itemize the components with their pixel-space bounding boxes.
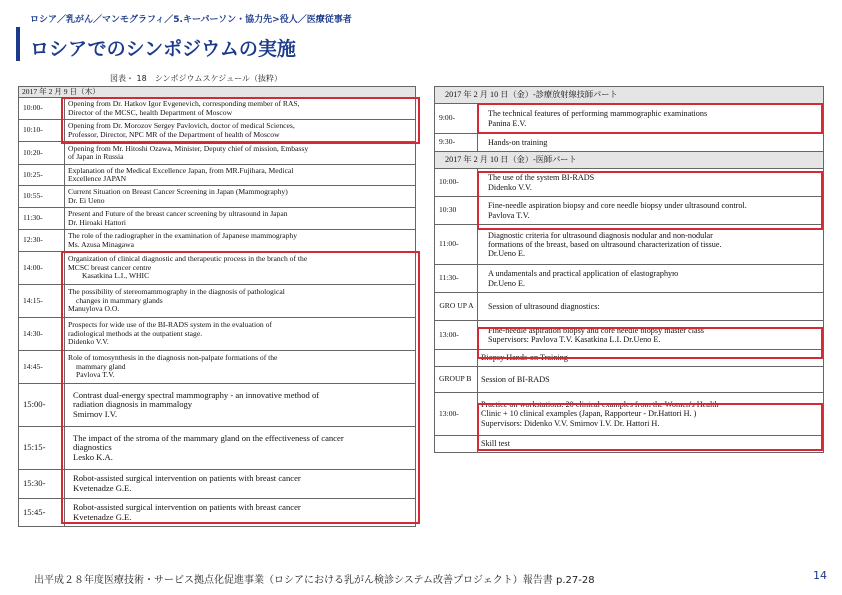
time-cell: 11:00-	[435, 225, 478, 265]
session-line: Didenko V.V.	[488, 182, 532, 192]
table-row	[19, 285, 416, 318]
session-line: Organization of clinical diagnostic and therapeutic process in the branch of the	[68, 254, 308, 264]
session-cell	[65, 252, 416, 285]
table-row	[19, 384, 416, 427]
session-cell	[478, 321, 824, 350]
session-line: Didenko V.V.	[68, 337, 109, 347]
session-line: Practice on workstations. 20 clinical examples from the Women's Health	[481, 400, 719, 410]
session-cell: Hands-on training	[478, 134, 824, 152]
session-line: Kvetenadze G.E.	[73, 511, 132, 522]
table-row	[19, 98, 416, 120]
session-cell	[65, 470, 416, 499]
time-cell: 9:30-	[435, 134, 478, 152]
session-line: mammary gland	[76, 361, 126, 371]
time-cell: 10:30	[435, 197, 478, 225]
time-cell: 10:00-	[19, 98, 65, 120]
date-row	[435, 152, 824, 169]
session-line: Supervisors: Pavlova T.V. Kasatkina L.I. Dr.Ueno E.	[488, 335, 661, 344]
table-row	[19, 470, 416, 499]
session-line: formations of the breast, based on ultrasound characterization of tissue.	[488, 239, 722, 249]
time-cell	[435, 436, 478, 453]
table-row	[19, 351, 416, 384]
session-line: Manuylova O.O.	[68, 304, 120, 314]
session-cell	[65, 208, 416, 230]
session-line: Supervisors: Didenko V.V. Smirnov I.V. Dr. Hattori H.	[481, 418, 660, 428]
table-row	[19, 120, 416, 142]
session-line: Diagnostic criteria for ultrasound diagnosis nodular and non-nodular	[488, 230, 713, 240]
session-line: Dr.Ueno E.	[488, 278, 526, 288]
table-row	[435, 350, 824, 367]
time-cell: 14:00-	[19, 252, 65, 285]
session-cell	[65, 351, 416, 384]
session-cell	[65, 230, 416, 252]
table-row	[435, 104, 824, 134]
time-cell: 12:30-	[19, 230, 65, 252]
session-line: Prospects for wide use of the BI-RADS system in the evaluation of	[68, 320, 272, 330]
session-line: changes in mammary glands	[76, 295, 163, 305]
session-line: The possibility of stereomammography in the diagnosis of pathological	[68, 287, 285, 297]
session-line: Fine-needle aspiration biopsy and core needle biopsy master class	[488, 325, 704, 335]
time-cell: 9:00-	[435, 104, 478, 134]
session-cell	[65, 120, 416, 142]
session-line: Director of the MCSC, health Department of Moscow	[68, 107, 233, 117]
session-line: Clinic + 10 clinical examples (Japan, Rapporteur - Dr.Hattori H. )	[481, 409, 697, 419]
session-line: A undamentals and practical application of elastographyю	[488, 269, 679, 279]
time-cell: 14:15-	[19, 285, 65, 318]
session-line: Opening from Dr. Hatkov Igor Evgenevich, corresponding member of RAS,	[68, 99, 300, 108]
table-row	[19, 252, 416, 285]
session-cell	[65, 318, 416, 351]
time-cell: 11:30-	[19, 208, 65, 230]
session-cell	[65, 98, 416, 120]
time-cell: 15:45-	[19, 499, 65, 527]
session-cell	[65, 285, 416, 318]
title-accent-bar	[16, 27, 20, 61]
session-line: Present and Future of the breast cancer screening by ultrasound in Japan	[68, 209, 288, 218]
table-row	[19, 142, 416, 165]
table-row	[435, 321, 824, 350]
table-row	[19, 318, 416, 351]
date-cell: 2017 年 2 月 9 日（木）	[19, 87, 416, 98]
session-cell	[65, 499, 416, 527]
table-row	[435, 436, 824, 453]
table-row	[19, 427, 416, 470]
session-line: of Japan in Russia	[68, 152, 124, 161]
table-row	[435, 293, 824, 321]
session-cell: Biopsy Hands-on Training	[478, 350, 824, 367]
session-line: Opening from Mr. Hitoshi Ozawa, Minister, Deputy chief of mission, Embassy	[68, 143, 309, 153]
session-line: Panina E.V.	[488, 118, 527, 128]
session-cell: Skill test	[478, 436, 824, 453]
time-cell	[435, 350, 478, 367]
date-row	[19, 87, 416, 98]
time-cell: GROUP B	[435, 367, 478, 393]
page-number: 14	[813, 569, 827, 582]
table-row	[435, 225, 824, 265]
session-line: Kasatkina L.I., WHIC	[82, 271, 150, 281]
time-cell: 15:15-	[19, 427, 65, 470]
session-line: Role of tomosynthesis in the diagnosis non-palpate formations of the	[68, 353, 278, 363]
session-line: The technical features of performing mammographic examinations	[488, 109, 708, 119]
session-line: Fine-needle aspiration biopsy and core needle biopsy under ultrasound control.	[488, 201, 747, 211]
time-cell: 10:10-	[19, 120, 65, 142]
session-cell: Session of ultrasound diagnostics:	[478, 293, 824, 321]
table-row	[435, 197, 824, 225]
session-cell	[65, 165, 416, 186]
session-cell	[478, 197, 824, 225]
time-cell: 10:20-	[19, 142, 65, 165]
table-row	[435, 265, 824, 293]
table-row	[435, 134, 824, 152]
table-row	[435, 169, 824, 197]
session-line: Smirnov I.V.	[73, 408, 118, 419]
source-citation: 出平成２８年度医療技術・サービス拠点化促進事業（ロシアにおける乳がん検診システム改善プロジェクト）報告書 p.27-28	[34, 575, 595, 586]
session-line: diagnostics	[73, 442, 112, 453]
table-row	[19, 186, 416, 208]
session-line: Robot-assisted surgical intervention on patients with breast cancer	[73, 501, 301, 512]
session-cell	[65, 142, 416, 165]
session-line: Current Situation on Breast Cancer Screening in Japan (Mammography)	[68, 187, 288, 196]
page-title: ロシアでのシンポジウムの実施	[30, 38, 296, 60]
time-cell: 13:00-	[435, 321, 478, 350]
session-line: Excellence JAPAN	[68, 174, 127, 183]
session-line: Opening from Dr. Morozov Sergey Pavlovich, doctor of medical Sciences,	[68, 121, 295, 130]
date-row	[435, 87, 824, 104]
session-line: Professor, Director, NPC MR of the Department of health of Moscow	[68, 129, 280, 139]
table-row	[435, 367, 824, 393]
session-line: Kvetenadze G.E.	[73, 483, 132, 493]
session-line: Pavlova T.V.	[76, 370, 115, 380]
session-cell	[478, 265, 824, 293]
left-schedule-table	[18, 86, 416, 527]
session-line: The impact of the stroma of the mammary gland on the effectiveness of cancer	[73, 432, 344, 443]
time-cell: 10:00-	[435, 169, 478, 197]
time-cell: 13:00-	[435, 393, 478, 436]
session-line: Ms. Azusa Minagawa	[68, 239, 135, 249]
table-row	[19, 208, 416, 230]
session-cell	[478, 169, 824, 197]
session-cell	[478, 393, 824, 436]
session-line: Pavlova T.V.	[488, 210, 530, 220]
time-cell: 11:30-	[435, 265, 478, 293]
session-line: Lesko K.A.	[73, 451, 113, 462]
time-cell: 14:45-	[19, 351, 65, 384]
session-line: MCSC breast cancer centre	[68, 262, 152, 272]
session-line: Dr. Hiroaki Hattori	[68, 217, 126, 227]
session-line: radiation diagnosis in mammalogy	[73, 399, 193, 410]
time-cell: 10:25-	[19, 165, 65, 186]
time-cell: GRO UP A	[435, 293, 478, 321]
session-cell	[478, 104, 824, 134]
session-line: Dr.Ueno E.	[488, 249, 526, 259]
table-row	[435, 393, 824, 436]
time-cell: 15:30-	[19, 470, 65, 499]
date-cell: 2017 年 2 月 10 日（金）-診療放射線技師パート	[435, 87, 824, 104]
session-cell	[65, 186, 416, 208]
session-line: radiological methods at the outpatient stage.	[68, 328, 203, 338]
session-line: Explanation of the Medical Excellence Japan, from MR.Fujihara, Medical	[68, 165, 294, 175]
table-row	[19, 165, 416, 186]
session-line: Contrast dual-energy spectral mammography - an innovative method of	[73, 389, 320, 400]
session-line: Robot-assisted surgical intervention on patients with breast cancer	[73, 473, 301, 484]
table-row	[19, 499, 416, 527]
time-cell: 15:00-	[19, 384, 65, 427]
session-cell	[65, 384, 416, 427]
time-cell: 10:55-	[19, 186, 65, 208]
date-cell: 2017 年 2 月 10 日（金）-医師パート	[435, 152, 824, 169]
session-cell: Session of BI-RADS	[478, 367, 824, 393]
session-cell	[65, 427, 416, 470]
time-cell: 14:30-	[19, 318, 65, 351]
session-cell	[478, 225, 824, 265]
right-schedule-table	[434, 86, 824, 453]
session-line: The role of the radiographer in the examination of Japanese mammography	[68, 231, 297, 240]
session-line: The use of the system BI-RADS	[488, 173, 595, 183]
breadcrumb: ロシア／乳がん／マンモグラフィ／5.キーパーソン・協力先>役人／医療従事者	[30, 15, 352, 25]
session-line: Dr. Ei Ueno	[68, 195, 105, 205]
table-row	[19, 230, 416, 252]
figure-caption: 図表・ 18 シンポジウムスケジュール（抜粋）	[110, 74, 282, 83]
